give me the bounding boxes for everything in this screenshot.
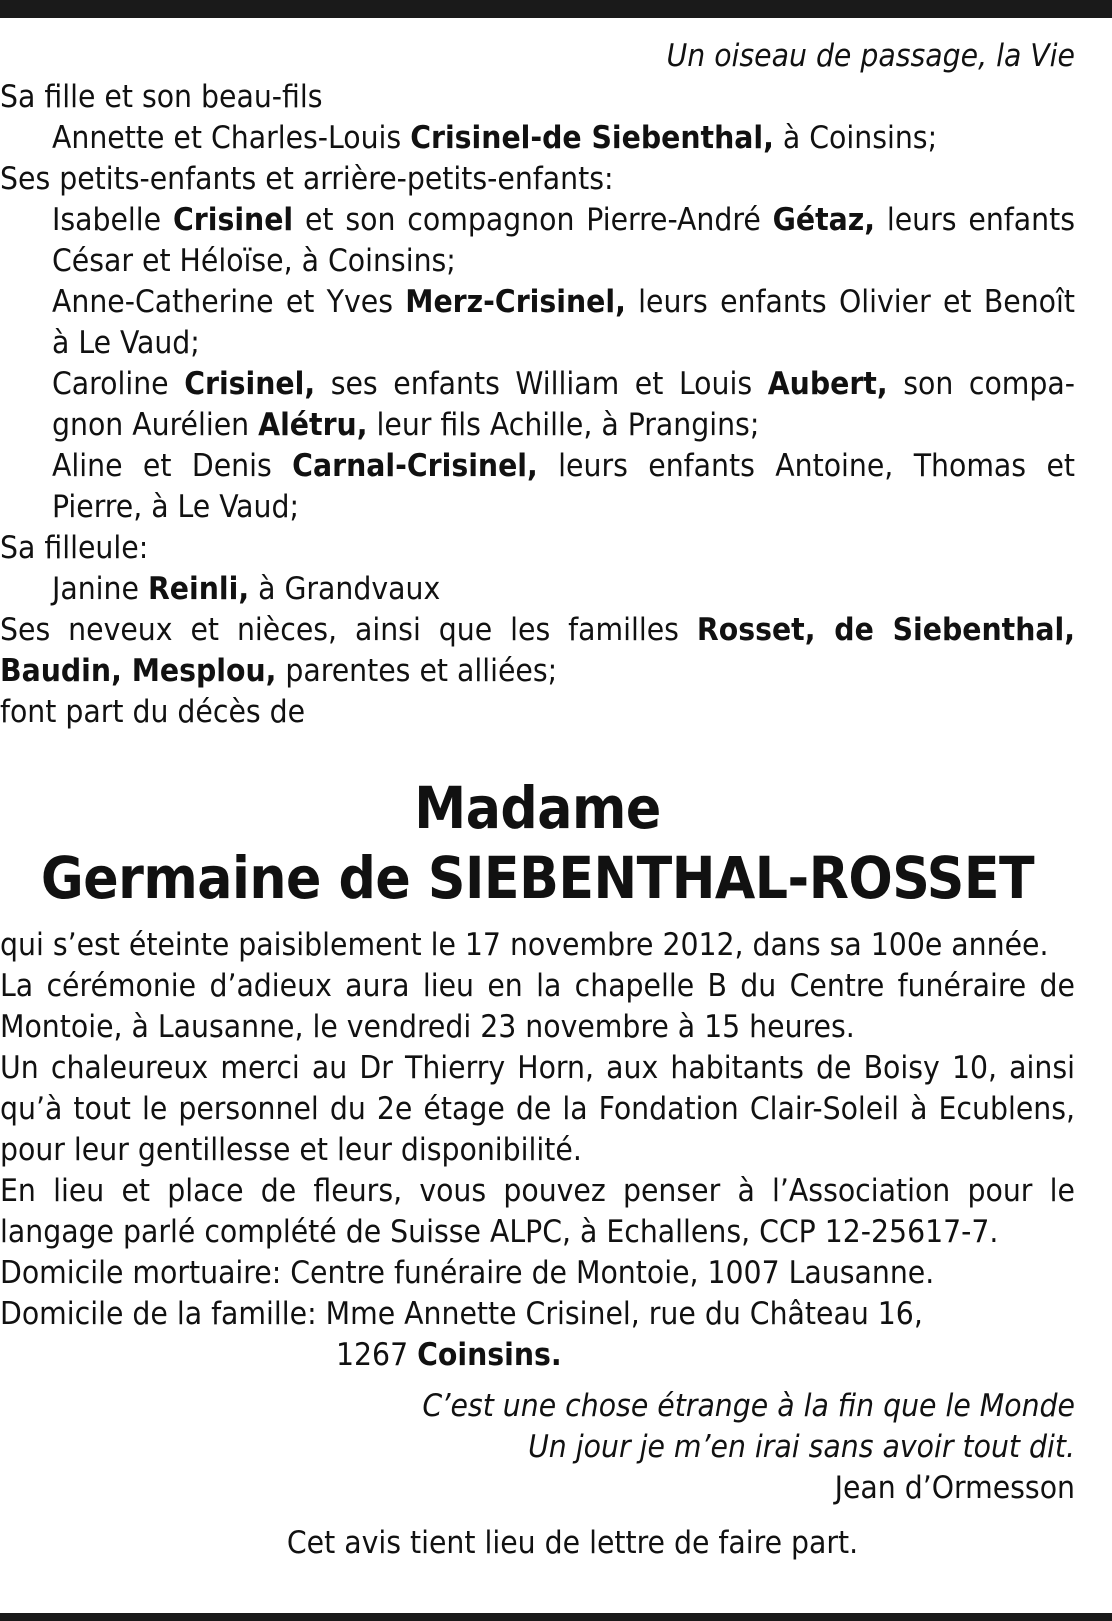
grandchild-entry-2: Anne-Catherine et Yves Merz-Crisinel, leurs enfants Olivier et Benoît à Le Vaud; xyxy=(52,284,1075,361)
surname: Carnal-Crisinel, xyxy=(292,448,538,484)
deceased-heading xyxy=(0,773,1075,913)
top-rule xyxy=(0,0,1112,18)
surname: Aubert, xyxy=(767,366,888,402)
relatives-entry: Ses neveux et nièces, ainsi que les familles Rosset, de Siebenthal, Baudin, Mesplou, parentes et alliées; xyxy=(0,612,1075,689)
quote-line-2: Un jour je m’en irai sans avoir tout dit. xyxy=(528,1429,1075,1465)
family-address: Domicile de la famille: Mme Annette Crisinel, rue du Château 16, xyxy=(0,1296,923,1332)
goddaughter-intro: Sa filleule: xyxy=(0,530,149,566)
epigraph: Un oiseau de passage, la Vie xyxy=(666,38,1075,74)
grandchild-entry-1: Isabelle Crisinel et son compagnon Pierre-André Gétaz, leurs enfants César et Héloïse, à Coinsins; xyxy=(52,202,1075,279)
daughter-intro: Sa fille et son beau-fils xyxy=(0,79,323,115)
surname: Reinli, xyxy=(147,571,250,607)
flowers-paragraph: En lieu et place de fleurs, vous pouvez penser à l’Association pour le langage parlé complété de Suisse ALPC, à Echallens, CCP 12-25617-7. xyxy=(0,1173,1075,1250)
mortuary-address: Domicile mortuaire: Centre funéraire de Montoie, 1007 Lausanne. xyxy=(0,1255,935,1291)
family-address-town: 1267 Coinsins. xyxy=(336,1337,562,1373)
announcement-line: font part du décès de xyxy=(0,694,306,730)
thanks-paragraph: Un chaleureux merci au Dr Thierry Horn, aux habitants de Boisy 10, ainsi qu’à tout le personnel du 2e étage de la Fondation Clair-Soleil à Ecublens, pour leur gentillesse et leur disponibilité. xyxy=(0,1050,1075,1168)
quote-line-1: C’est une chose étrange à la fin que le Monde xyxy=(422,1388,1075,1424)
closing-statement: Cet avis tient lieu de lettre de faire part. xyxy=(286,1525,859,1561)
quote-author: Jean d’Ormesson xyxy=(834,1470,1075,1506)
town-name: Coinsins. xyxy=(417,1337,562,1373)
surname: Alétru, xyxy=(258,407,368,443)
bottom-rule xyxy=(0,1613,1112,1621)
deceased-title: Madame xyxy=(414,774,661,842)
grandchildren-intro: Ses petits-enfants et arrière-petits-enfants: xyxy=(0,161,614,197)
obituary-notice xyxy=(0,36,1075,1564)
surname: Gétaz, xyxy=(772,202,876,238)
grandchild-entry-3: Caroline Crisinel, ses enfants William et Louis Aubert, son compa-gnon Aurélien Alétru, leur fils Achille, à Prangins; xyxy=(52,366,1075,443)
deceased-name: Germaine de SIEBENTHAL-ROSSET xyxy=(40,844,1035,912)
surname: Crisinel, xyxy=(184,366,316,402)
death-statement: qui s’est éteinte paisiblement le 17 novembre 2012, dans sa 100e année. xyxy=(0,927,1049,963)
surname: Rosset, de Siebenthal, Baudin, Mesplou, xyxy=(0,612,1075,689)
daughter-entry: Annette et Charles-Louis Crisinel-de Siebenthal, à Coinsins; xyxy=(52,120,938,156)
closing-quote xyxy=(0,1386,1075,1509)
surname: Merz-Crisinel, xyxy=(405,284,626,320)
goddaughter-entry: Janine Reinli, à Grandvaux xyxy=(52,571,441,607)
surname: Crisinel-de Siebenthal, xyxy=(410,120,774,156)
ceremony-info: La cérémonie d’adieux aura lieu en la chapelle B du Centre funéraire de Montoie, à Lausanne, le vendredi 23 novembre à 15 heures. xyxy=(0,968,1075,1045)
grandchild-entry-4: Aline et Denis Carnal-Crisinel, leurs enfants Antoine, Thomas et Pierre, à Le Vaud; xyxy=(52,448,1075,525)
surname: Crisinel xyxy=(172,202,294,238)
